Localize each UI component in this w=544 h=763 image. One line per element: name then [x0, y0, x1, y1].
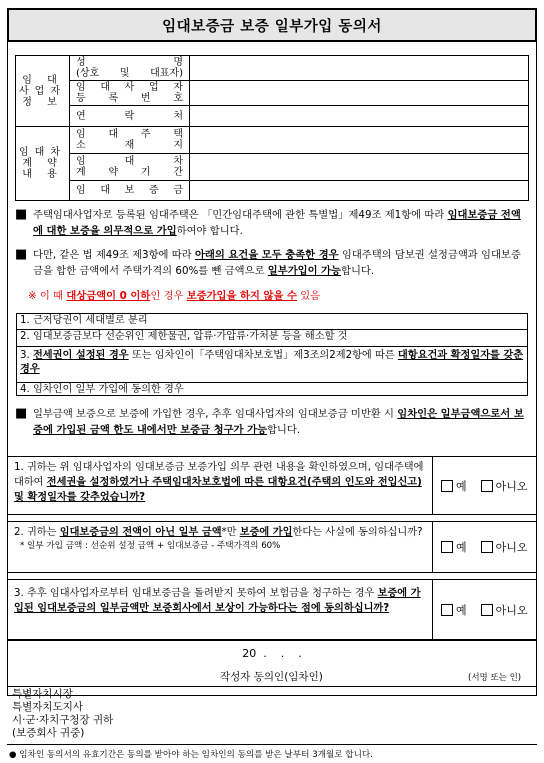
condition-4: 4. 임차인이 일부 가입에 동의한 경우	[17, 382, 527, 399]
operator-contact-label: 연 락 처	[70, 106, 190, 127]
recipient-3: 시·군·자치구청장 귀하	[12, 714, 114, 726]
recipient-4: (보증회사 귀중)	[12, 727, 85, 739]
divider	[7, 744, 537, 745]
signer-label: 작성자 동의인(임차인)	[220, 671, 323, 683]
lease-period-label: 임 대 차 계 약 기 간	[70, 154, 190, 181]
question-2: 2. 귀하는 임대보증금의 전액이 아닌 일부 금액*만 보증에 가입한다는 사실에 동의하십니까? * 일부 가입 금액 : 선순위 설정 금액 + 임대보증금 - 주택가격의 60% 예 아니오	[7, 521, 537, 573]
notice-claim-limit: ■ 일부금액 보증으로 보증에 가입한 경우, 추후 임대사업자의 임대보증금 미반환 시 임차인은 일부금액으로서 보증에 가입된 금액 한도 내에서만 보증금 청구가 가능합니다.	[15, 406, 524, 436]
bullet-square-icon: ■	[15, 247, 28, 262]
q2-footnote: * 일부 가입 금액 : 선순위 설정 금액 + 임대보증금 - 주택가격의 60%	[20, 541, 281, 551]
divider	[7, 686, 537, 687]
q2-yes-checkbox[interactable]	[441, 541, 453, 553]
condition-3: 3. 전세권이 설정된 경우 또는 임차인이「주택임대차보호법」제3조의2제2항에 따른 대항요건과 확정일자를 갖춘 경우	[17, 346, 527, 382]
deposit-label: 임 대 보 증 금	[70, 181, 190, 201]
recipient-1: 특별자치시장	[12, 688, 73, 700]
info-table	[15, 55, 529, 201]
condition-2: 2. 임대보증금보다 선순위인 제한물권, 압류·가압류·가처분 등을 해소할 것	[17, 329, 527, 346]
notice-mandatory: ■ 주택임대사업자로 등록된 임대주택은 「민간임대주택에 관한 특별법」제49조 제1항에 따라 임대보증금 전액에 대한 보증을 의무적으로 가입하여야 합니다.	[15, 207, 521, 237]
recipients	[12, 688, 312, 740]
q1-no-checkbox[interactable]	[481, 480, 493, 492]
operator-regno-label: 임 대 사 업 자 등 록 번 호	[70, 81, 190, 106]
document-title: 임대보증금 보증 일부가입 동의서	[7, 8, 537, 42]
q3-no-checkbox[interactable]	[481, 604, 493, 616]
house-address-label: 임 대 주 택 소 재 지	[70, 127, 190, 154]
validity-footnote: ● 임차인 동의서의 유효기간은 동의를 받아야 하는 임차인의 동의를 받은 날부터 3개월로 합니다.	[9, 750, 373, 760]
condition-1: 1. 근저당권이 세대별로 분리	[20, 315, 148, 326]
operator-section-label: 임 대 사업자 정 보	[16, 56, 70, 127]
warning-note: ※ 이 때 대상금액이 0 이하인 경우 보증가입을 하지 않을 수 있음	[28, 290, 321, 302]
operator-regno-field[interactable]	[190, 81, 529, 106]
question-1: 1. 귀하는 위 임대사업자의 임대보증금 보증가입 의무 관련 내용을 확인하였으며, 임대주택에 대하여 전세권을 설정하였거나 주택임대차보호법에 따른 대항요건(주택의 인도와 전입신고) 및 확정일자를 갖추었습니까? 예 아니오	[7, 456, 537, 515]
conditions-box	[16, 313, 528, 396]
bullet-square-icon: ■	[15, 406, 28, 421]
signature-hint[interactable]: (서명 또는 인)	[468, 673, 522, 683]
divider	[7, 640, 537, 641]
operator-name-label: 성 명 (상호 및 대표자)	[70, 56, 190, 81]
q1-yes-checkbox[interactable]	[441, 480, 453, 492]
q3-yes-checkbox[interactable]	[441, 604, 453, 616]
question-3: 3. 추후 임대사업자로부터 임대보증금을 돌려받지 못하여 보험금을 청구하는 경우 보증에 가입된 임대보증금의 일부금액만 보증회사에서 보상이 가능하다는 점에 동의하십니까? 예 아니오	[7, 579, 537, 640]
bullet-square-icon: ■	[15, 207, 28, 222]
q2-no-checkbox[interactable]	[481, 541, 493, 553]
date-field[interactable]: 20 . . .	[242, 647, 302, 660]
operator-contact-field[interactable]	[190, 106, 529, 127]
lease-period-field[interactable]	[190, 154, 529, 181]
house-address-field[interactable]	[190, 127, 529, 154]
deposit-field[interactable]	[190, 181, 529, 201]
notice-partial: ■ 다만, 같은 법 제49조 제3항에 따라 아래의 요건을 모두 충족한 경우 임대주택의 담보권 설정금액과 임대보증금을 합한 금액에서 주택가격의 60%를 뺀 금액으로 일부가입이 가능합니다.	[15, 247, 521, 277]
recipient-2: 특별자치도지사	[12, 701, 84, 713]
contract-section-label: 임대차 계 약 내 용	[16, 127, 70, 201]
operator-name-field[interactable]	[190, 56, 529, 81]
